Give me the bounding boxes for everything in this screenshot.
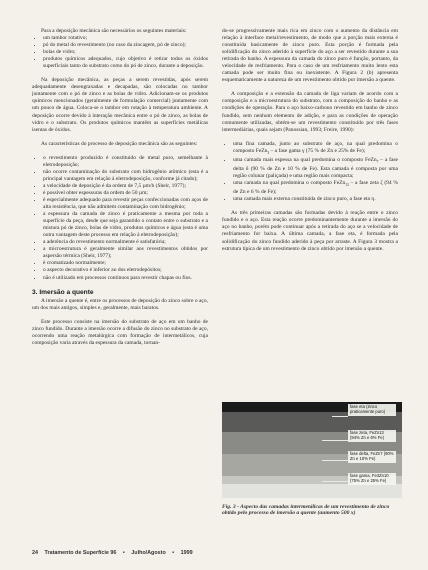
micrograph-figure (222, 402, 402, 498)
journal-name: Tratamento de Superfície 96 (44, 550, 117, 556)
substrate-layer (222, 484, 402, 498)
list-item: • não é utilizado em processos contínuos para revestir chapas ou fios. (43, 275, 208, 282)
materials-intro: Para a deposição mecânica são necessários os seguintes materiais: (41, 28, 187, 34)
list-item: • a velocidade de deposição é da ordem de 7,5 µm/h (Sheir, 1977); (43, 183, 208, 190)
label-leader (332, 416, 348, 417)
characteristics-list (32, 155, 208, 282)
label-leader (322, 481, 348, 482)
year: 1999 (180, 550, 193, 556)
page-footer (32, 550, 402, 556)
paragraph: A composição e a extensão da camada de liga variam de acordo com a composição e a microestrutura do substrato, com a composição do banho e as condições de operação. Para o aço baixo-carbono revestido em banho de zinco fundido, sem nenhum elemento de adição, e para as condições de operação comumente utilizadas, obtém-se um revestimento constituído por três fases intermediárias, quais sejam (Panossian, 1993; Freire, 1990): (222, 91, 398, 133)
paragraph: Este processo consiste na imersão do substrato de aço em um banho de zinco fundido. Durante a imersão ocorre a difusão do zinco no substrato de aço, ocorrendo uma reação metalúrgica com formação de intermetálicos, cuja composição varia através da espessura da camada, tornan- (32, 318, 208, 346)
list-item: • bolas de vidro; (43, 49, 208, 56)
figure-caption: Fig. 3 - Aspecto das camadas intermetálicas de um revestimento de zinco obtido pelo processo de imersão a quente (aumento 500 x) (222, 504, 390, 517)
issue: Julho/Agosto (131, 550, 166, 556)
list-item: • não ocorre contaminação do substrato com hidrogênio atômico (esta é a principal vantagem em relação à eletrodeposição, conforme já citado); (43, 169, 208, 183)
list-item: • o revestimento produzido é constituído de metal puro, semelhante à eletrodeposição; (43, 155, 208, 169)
phases-list (222, 141, 398, 204)
paragraph: Na deposição mecânica, as peças a serem revestidas, após serem adequadamente desengraxadas e decapadas, são colocadas no tambor juntamente com o pó de zinco e as bolas de vidro. Adicionam-se os produtos químicos mencionados (geralmente de formulação comercial) juntamente com um pouco de água. Coloca-se o tambor em rotação à temperatura ambiente. A deposição ocorre devido à interação mecânica entre o pó de zinco, as bolas de vidro e o substrato. Os produtos químicos mantêm as superfícies metálicas isentas de óxidos. (32, 77, 208, 133)
separator: • (122, 550, 125, 556)
paragraph: As três primeiras camadas são formadas devido à reação entre o zinco fundido e o aço. Esta reação ocorre predominantemente durante a imersão do aço no banho, porém pode continuar após a retirada do aço se a velocidade de resfriamento for baixa. A última camada, a fase eta, é formada pela solidificação do zinco fundido aderido à peça por arraste. A Figura 3 mostra a estrutura típica de um revestimento de zinco obtido por imersão a quente. (222, 210, 398, 252)
label-leader (322, 440, 348, 441)
separator: • (172, 550, 175, 556)
list-item: • uma fina camada, junto ao substrato de aço, na qual predomina o composto FeZn$_3$ – a fase gama γ (75 % de Zn e 25% de Fe); (233, 141, 398, 157)
list-item: • um tambor rotativo; (43, 35, 208, 42)
figure-label-delta: fase delta, FeZn7 (90% Zn e 10% Fe) (348, 451, 396, 463)
label-leader (322, 460, 348, 461)
figure-label-eta: fase eta (zinco praticamente puro) (348, 404, 396, 416)
list-item: • uma camada na qual predomina o composto FeZn$_{13}$ – a fase zeta ζ (94 % de Zn e 6 % de Fe); (233, 180, 398, 196)
figure-label-zeta: fase zeta, FeZn13 (94% Zn e 6% Fe) (348, 430, 396, 442)
figure-label-gamma: fase gama, Fe3Zn10 (75% Zn e 25% Fe) (348, 473, 396, 485)
paragraph-continued: do-se progressivamente mais rica em zinco com o aumento da distância em relação à interface metal/revestimento, de modo que a porção mais externa é constituída basicamente de zinco puro. Esta porção é formada pela solidificação do zinco aderido à superfície do aço a ser revestido durante a sua retirada do banho. A espessura da camada do zinco puro é função, portanto, da velocidade de resfriamento. Para o caso de um resfriamento muito lento esta camada pode ser muito fina ou inexistente. A Figura 2 (b) apresenta esquematicamente a natureza de um revestimento obtido por imersão a quente. (222, 28, 398, 84)
list-item: • o aspecto decorativo é inferior ao dos eletrodepósitos; (43, 267, 208, 274)
list-item: • uma camada mais externa constituída de zinco puro, a fase eta η. (233, 196, 398, 203)
list-item: • a aderência do revestimento normalmente é satisfatória; (43, 239, 208, 246)
list-item: • pó do metal do revestimento (no caso da zincagem, pó de zinco); (43, 42, 208, 49)
list-item: • a microestrutura é geralmente similar aos revestimentos obtidos por aspersão térmica (Sheir, 1977); (43, 246, 208, 260)
left-column (32, 28, 208, 540)
list-item: • é cromatizado normalmente; (43, 260, 208, 267)
paragraph: As características do processo de deposição mecânica são as seguintes: (41, 140, 198, 147)
list-item: • uma camada mais espessa na qual predomina o composto FeZn$_7$ – a fase delta δ (90 % de Zn e 10 % de Fe). Esta camada é composta por uma região colunar (paliçada) e uma região mais compacta; (233, 157, 398, 180)
section-heading: 3. Imersão a quente (32, 288, 94, 296)
list-item: • é possível obter espessuras da ordem de 50 µm; (43, 190, 208, 197)
page-number: 24 (32, 550, 38, 556)
materials-list (32, 35, 208, 70)
right-column (222, 28, 398, 398)
paragraph: A imersão a quente é, entre os processos de deposição do zinco sobre o aço, um dos mais antigos, simples e, geralmente, mais baratos. (32, 297, 208, 311)
list-item: • produtos químicos adequados, cujo objetivo é retirar todos os óxidos superficiais tanto do substrato como do pó de zinco, durante a deposição. (43, 56, 208, 70)
list-item: • a espessura da camada de zinco é praticamente a mesma por toda a superfície da peça, desde que seja garantido o contato entre o substrato e a mistura pó de zinco, bolas de vidro, produtos químicos e água (esta é uma outra vantagem deste processo em relação à eletrodeposição); (43, 211, 208, 239)
list-item: • é especialmente adequado para revestir peças confeccionadas com aços de alta resistência, que não admitem contaminação com hidrogênio; (43, 197, 208, 211)
